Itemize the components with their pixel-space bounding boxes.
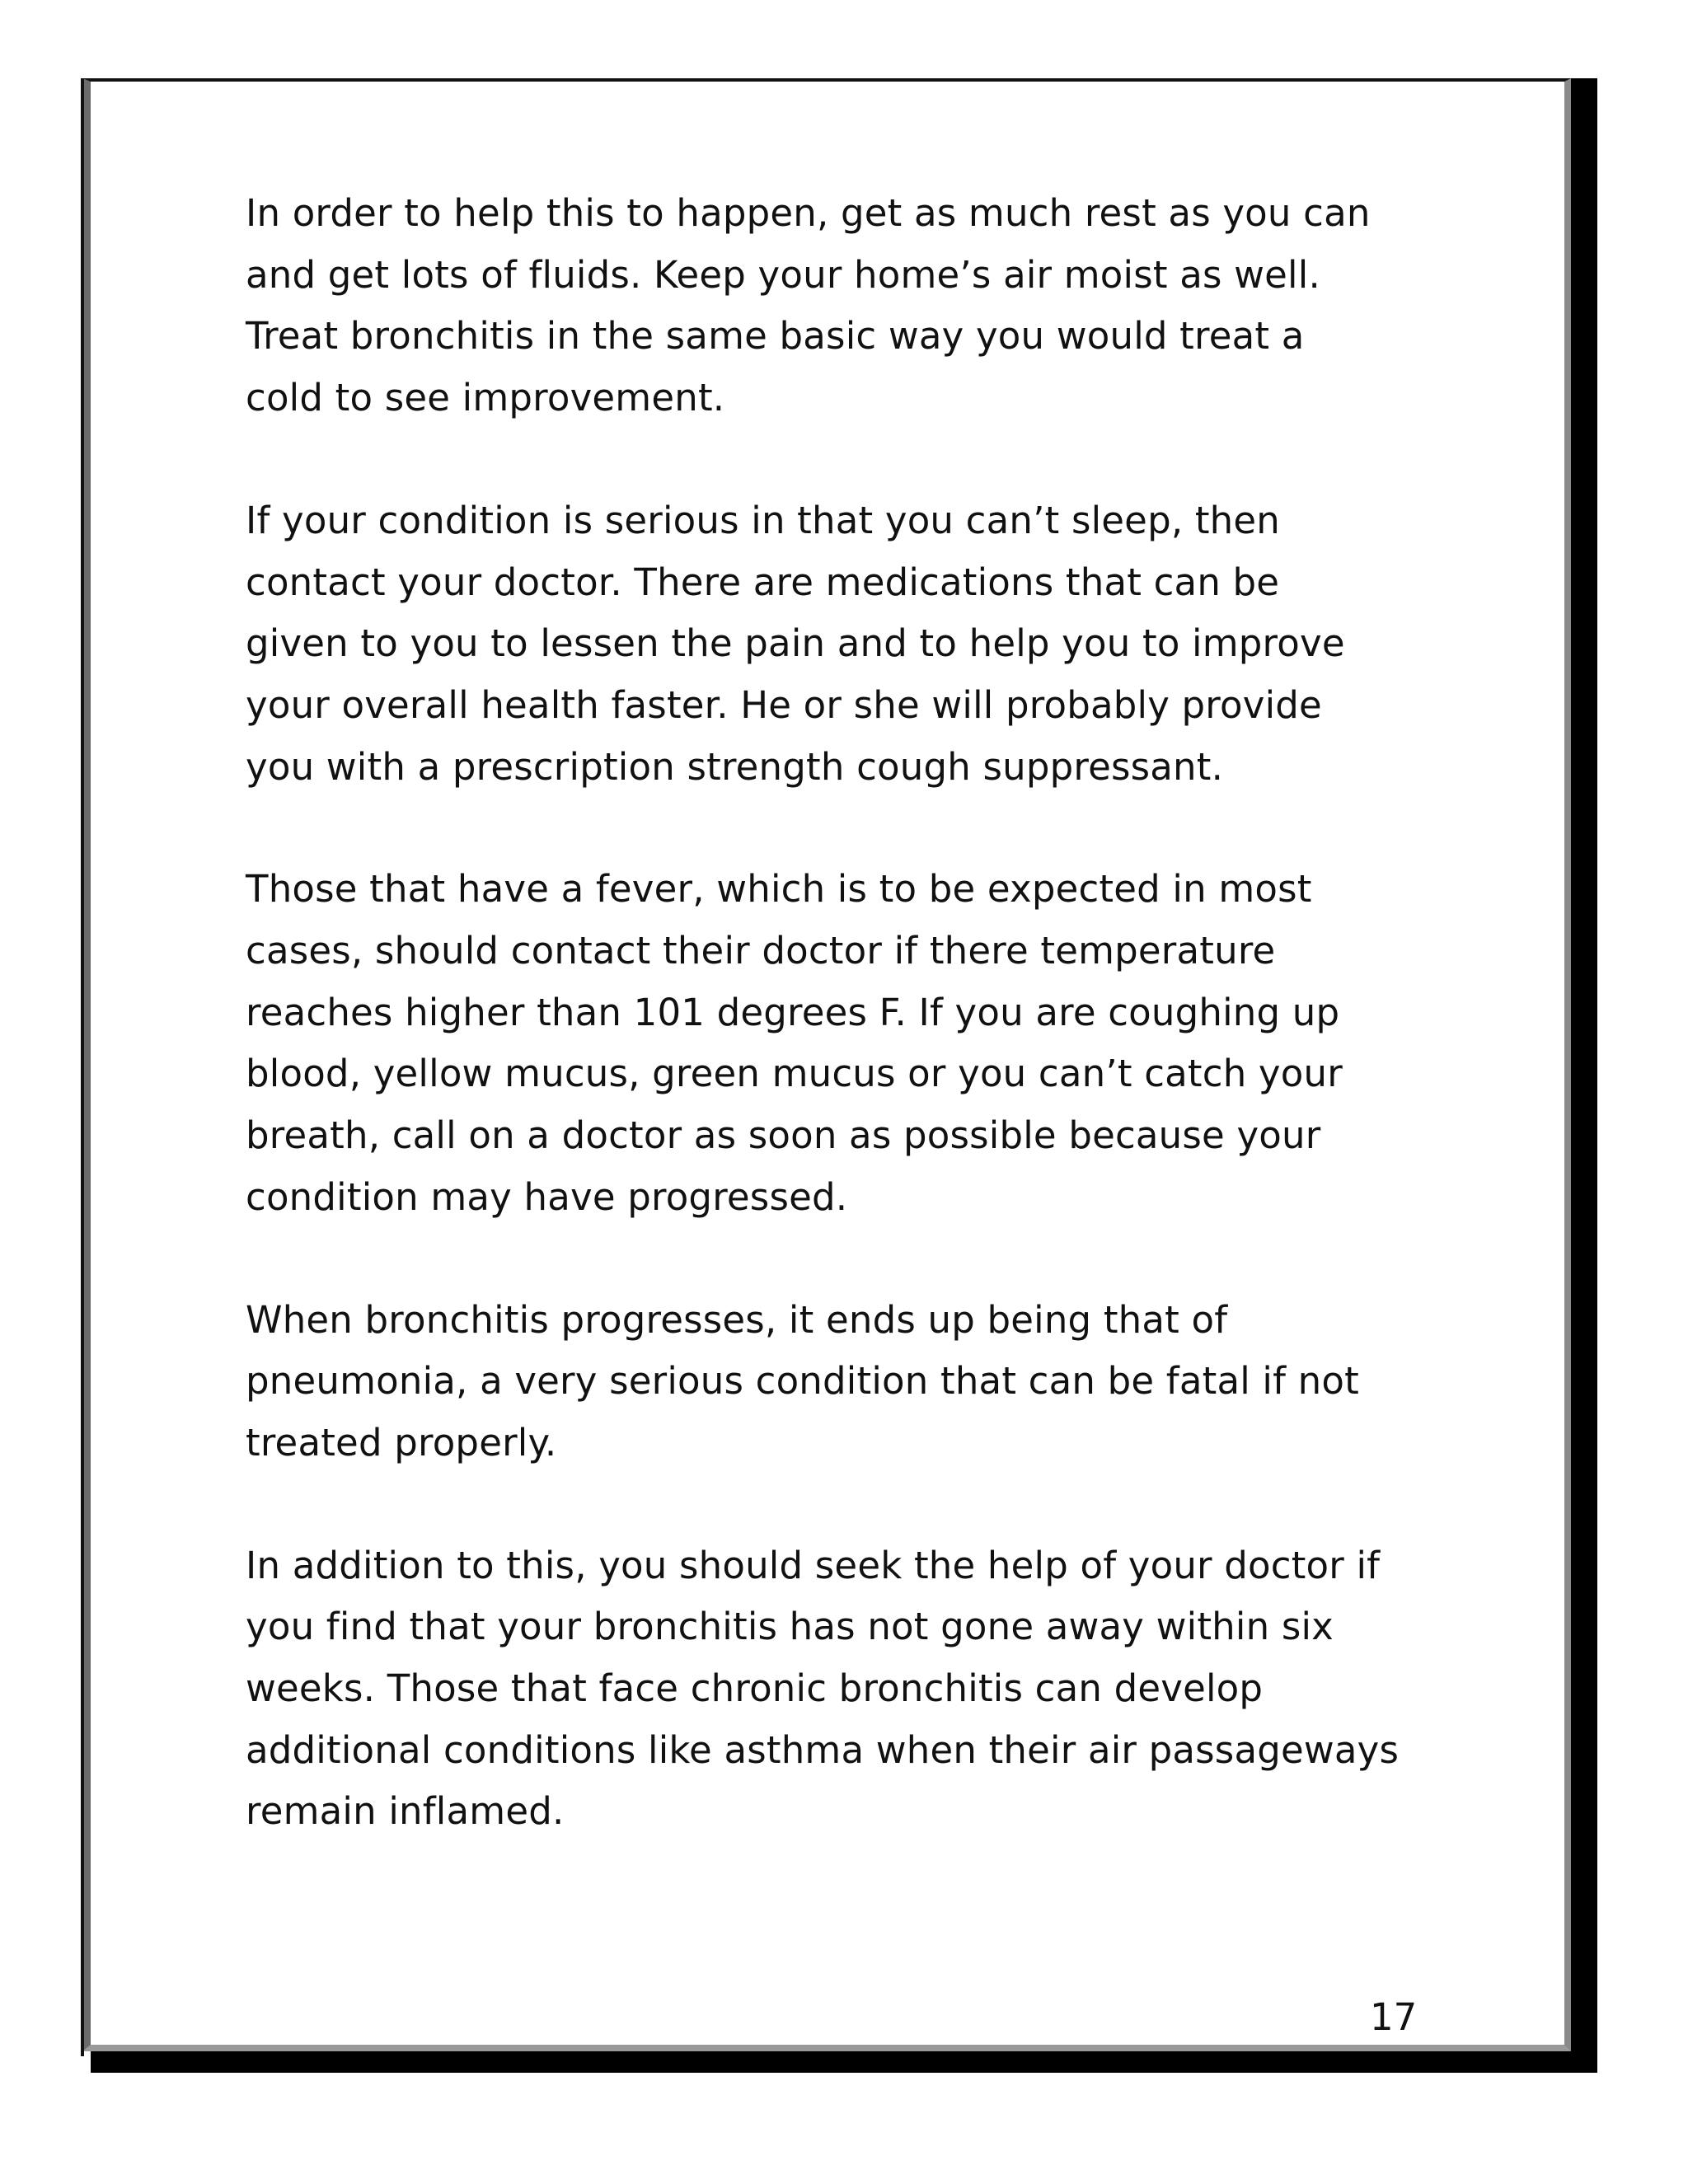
text-line: cases, should contact their doctor if there temperature — [246, 929, 1276, 973]
text-line: In addition to this, you should seek the help of your doctor if — [246, 1543, 1381, 1587]
text-line: your overall health faster. He or she will probably provide — [246, 682, 1322, 727]
page-number: 17 — [1370, 1995, 1418, 2039]
text-line: and get lots of fluids. Keep your home’s air moist as well. — [246, 252, 1320, 297]
page-frame-left-edge — [81, 78, 84, 2056]
paragraph-pneumonia — [246, 1290, 1482, 1474]
paragraph-contact-doctor — [246, 490, 1482, 799]
text-line: you find that your bronchitis has not gone away within six — [246, 1605, 1334, 1649]
text-line: you with a prescription strength cough suppressant. — [246, 744, 1224, 789]
paragraph-fever — [246, 859, 1482, 1228]
page-body — [246, 183, 1482, 1904]
text-line: weeks. Those that face chronic bronchitis can develop — [246, 1666, 1264, 1711]
text-line: blood, yellow mucus, green mucus or you can’t catch your — [246, 1052, 1343, 1096]
text-line: given to you to lessen the pain and to help you to improve — [246, 621, 1345, 666]
text-line: Those that have a fever, which is to be expected in most — [246, 867, 1312, 912]
text-line: reaches higher than 101 degrees F. If you are coughing up — [246, 990, 1340, 1034]
text-line: In order to help this to happen, get as much rest as you can — [246, 191, 1371, 235]
text-line: pneumonia, a very serious condition that can be fatal if not — [246, 1359, 1359, 1404]
text-line: additional conditions like asthma when their air passageways — [246, 1727, 1400, 1772]
text-line: condition may have progressed. — [246, 1174, 848, 1219]
text-line: breath, call on a doctor as soon as possible because your — [246, 1113, 1321, 1158]
text-line: When bronchitis progresses, it ends up being that of — [246, 1297, 1228, 1342]
paragraph-rest-fluids — [246, 183, 1482, 429]
text-line: contact your doctor. There are medications that can be — [246, 560, 1280, 604]
text-line: If your condition is serious in that you can’t sleep, then — [246, 498, 1281, 542]
text-line: Treat bronchitis in the same basic way you would treat a — [246, 314, 1305, 359]
paragraph-chronic — [246, 1535, 1482, 1844]
text-line: treated properly. — [246, 1420, 557, 1465]
text-line: cold to see improvement. — [246, 376, 725, 420]
text-line: remain inflamed. — [246, 1789, 565, 1834]
